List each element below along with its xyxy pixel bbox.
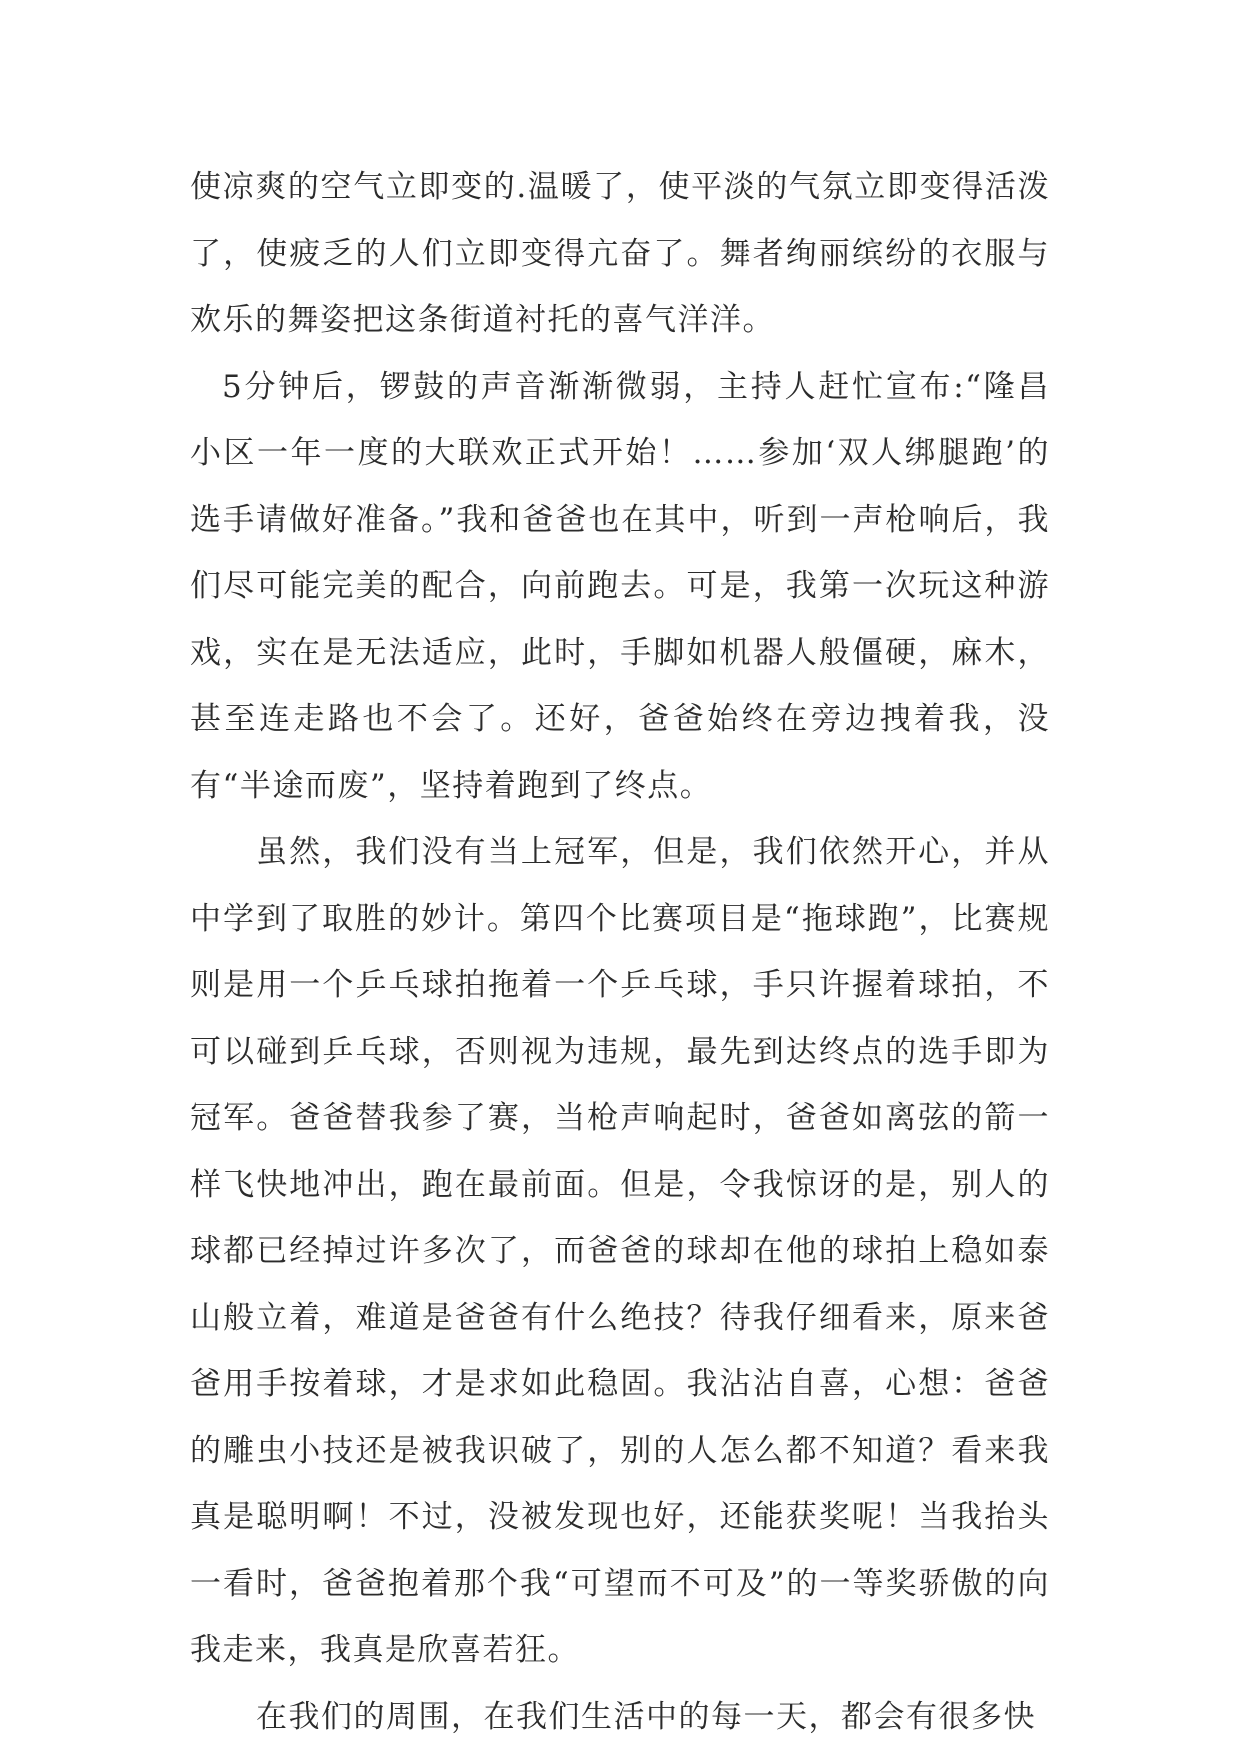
paragraph-4: 在我们的周围，在我们生活中的每一天，都会有很多快	[256, 1698, 1036, 1735]
body-text	[190, 154, 1050, 1750]
paragraph-3: 虽然，我们没有当上冠军，但是，我们依然开心，并从中学到了取胜的妙计。第四个比赛项目是“拖球跑”，比赛规则是用一个乒乓球拍拖着一个乒乓球，手只许握着球拍，不可以碰到乒乓球，否则视为违规，最先到达终点的选手即为冠军。爸爸替我参了赛，当枪声响起时，爸爸如离弦的箭一样飞快地冲出，跑在最前面。但是，令我惊讶的是，别人的球都已经掉过许多次了，而爸爸的球却在他的球拍上稳如泰山般立着，难道是爸爸有什么绝技？待我仔细看来，原来爸爸用手按着球，才是求如此稳固。我沾沾自喜，心想：爸爸的雕虫小技还是被我识破了，别的人怎么都不知道？看来我真是聪明啊！不过，没被发现也好，还能获奖呢！当我抬头一看时，爸爸抱着那个我“可望而不可及”的一等奖骄傲的向我走来，我真是欣喜若狂。	[190, 834, 1050, 1668]
paragraph-2: 5分钟后，锣鼓的声音渐渐微弱，主持人赶忙宣布:“隆昌小区一年一度的大联欢正式开始！……参加‘双人绑腿跑’的选手请做好准备。”我和爸爸也在其中，听到一声枪响后，我们尽可能完美的配合，向前跑去。可是，我第一次玩这种游戏，实在是无法适应，此时，手脚如机器人般僵硬，麻木，甚至连走路也不会了。还好，爸爸始终在旁边拽着我，没有“半途而废”，坚持着跑到了终点。	[190, 368, 1050, 804]
paragraph-1: 使凉爽的空气立即变的.温暖了，使平淡的气氛立即变得活泼了，使疲乏的人们立即变得亢奋了。舞者绚丽缤纷的衣服与欢乐的舞姿把这条街道衬托的喜气洋洋。	[190, 169, 1050, 338]
